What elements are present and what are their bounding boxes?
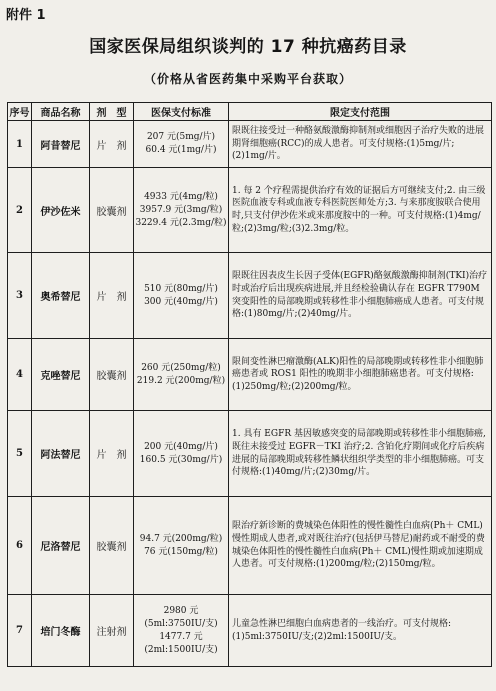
price-line: 1477.7 元 — [159, 631, 203, 642]
header-name: 商品名称 — [32, 103, 90, 121]
table-header-row — [8, 103, 492, 121]
price-line: 3957.9 元(3mg/粒) — [139, 204, 223, 215]
dosage-form: 胶囊剂 — [90, 497, 134, 595]
price-cell — [134, 339, 229, 411]
header-form: 剂 型 — [90, 103, 134, 121]
dosage-form: 片 剂 — [90, 121, 134, 168]
scope-text: 限间变性淋巴瘤激酶(ALK)阳性的局部晚期或转移性非小细胞肺癌患者或 ROS1 阳性的晚期非小细胞肺癌患者。可支付规格:(1)250mg/粒;(2)200mg/粒。 — [229, 339, 492, 411]
price-cell — [134, 121, 229, 168]
drug-name: 伊沙佐米 — [32, 168, 90, 253]
table-row — [8, 253, 492, 339]
drug-name: 培门冬酶 — [32, 595, 90, 667]
price-cell — [134, 497, 229, 595]
table-row — [8, 497, 492, 595]
drug-name: 阿昔替尼 — [32, 121, 90, 168]
price-line: 4933 元(4mg/粒) — [144, 191, 218, 202]
scope-text: 限治疗新诊断的费城染色体阳性的慢性髓性白血病(Ph＋ CML)慢性期成人患者,或对既往治疗(包括伊马替尼)耐药或不耐受的费城染色体阳性的慢性髓性白血病(Ph＋ CML)慢性期或加速期成人患者。可支付规格:(1)200mg/粒;(2)150mg/粒。 — [229, 497, 492, 595]
header-scope: 限定支付范围 — [229, 103, 492, 121]
row-num: 1 — [8, 121, 32, 168]
price-line: 160.5 元(30mg/片) — [139, 454, 223, 465]
table-row — [8, 121, 492, 168]
dosage-form: 胶囊剂 — [90, 339, 134, 411]
row-num: 2 — [8, 168, 32, 253]
dosage-form: 片 剂 — [90, 411, 134, 497]
price-line: 200 元(40mg/片) — [144, 441, 218, 452]
drug-name: 阿法替尼 — [32, 411, 90, 497]
drug-name: 奥希替尼 — [32, 253, 90, 339]
drug-name: 克唑替尼 — [32, 339, 90, 411]
price-line: 60.4 元(1mg/片) — [145, 145, 217, 155]
price-line: 300 元(40mg/片) — [144, 296, 218, 307]
price-line: 76 元(150mg/粒) — [144, 546, 218, 557]
row-num: 3 — [8, 253, 32, 339]
row-num: 6 — [8, 497, 32, 595]
attachment-label: 附件 1 — [6, 8, 46, 23]
row-num: 4 — [8, 339, 32, 411]
scope-text: 儿童急性淋巴细胞白血病患者的一线治疗。可支付规格:(1)5ml:3750IU/支;(2)2ml:1500IU/支。 — [229, 595, 492, 667]
price-line: 260 元(250mg/粒) — [141, 362, 221, 373]
price-cell — [134, 168, 229, 253]
price-line: 2980 元 — [163, 605, 199, 616]
dosage-form: 片 剂 — [90, 253, 134, 339]
table-row — [8, 168, 492, 253]
drug-table — [7, 102, 492, 667]
price-line: 3229.4 元(2.3mg/粒) — [135, 217, 227, 228]
row-num: 7 — [8, 595, 32, 667]
price-line: 207 元(5mg/片) — [146, 132, 216, 142]
scope-text: 1. 具有 EGFR 基因敏感突变的局部晚期或转移性非小细胞肺癌,既往未接受过 EGFR－TKI 治疗;2. 含铂化疗期间或化疗后疾病进展的局部晚期或转移性鳞状组织学类型的非小细胞肺癌。可支付规格:(1)40mg/片;(2)30mg/片。 — [229, 411, 492, 497]
price-line: 94.7 元(200mg/粒) — [139, 533, 223, 544]
table-row — [8, 411, 492, 497]
header-num: 序号 — [8, 103, 32, 121]
price-line: (5ml:3750IU/支) — [144, 618, 218, 629]
price-line: 219.2 元(200mg/粒) — [136, 375, 226, 386]
scope-text: 限既往接受过一种酪氨酸激酶抑制剂或细胞因子治疗失败的进展期肾细胞癌(RCC)的成人患者。可支付规格:(1)5mg/片;(2)1mg/片。 — [229, 121, 492, 168]
table-row — [8, 339, 492, 411]
price-line: (2ml:1500IU/支) — [144, 644, 218, 655]
header-price: 医保支付标准 — [134, 103, 229, 121]
dosage-form: 注射剂 — [90, 595, 134, 667]
price-line: 510 元(80mg/片) — [144, 283, 218, 294]
table-row — [8, 595, 492, 667]
scope-text: 1. 每 2 个疗程需提供治疗有效的证据后方可继续支付;2. 由三级医院血液专科或血液专科医院医师处方;3. 与来那度胺联合使用时,只支付伊沙佐米或来那度胺中的一种。可支付规格:(1)4mg/粒;(2)3mg/粒;(3)2.3mg/粒。 — [229, 168, 492, 253]
drug-name: 尼洛替尼 — [32, 497, 90, 595]
scope-text: 限既往因表皮生长因子受体(EGFR)酪氨酸激酶抑制剂(TKI)治疗时或治疗后出现疾病进展,并且经检验确认存在 EGFR T790M 突变阳性的局部晚期或转移性非小细胞肺癌成人患者。可支付规格:(1)80mg/片;(2)40mg/片。 — [229, 253, 492, 339]
dosage-form: 胶囊剂 — [90, 168, 134, 253]
price-cell — [134, 253, 229, 339]
page-title: 国家医保局组织谈判的 17 种抗癌药目录 — [89, 37, 407, 57]
price-cell — [134, 411, 229, 497]
page-subtitle: （价格从省医药集中采购平台获取） — [143, 72, 352, 86]
price-cell — [134, 595, 229, 667]
row-num: 5 — [8, 411, 32, 497]
